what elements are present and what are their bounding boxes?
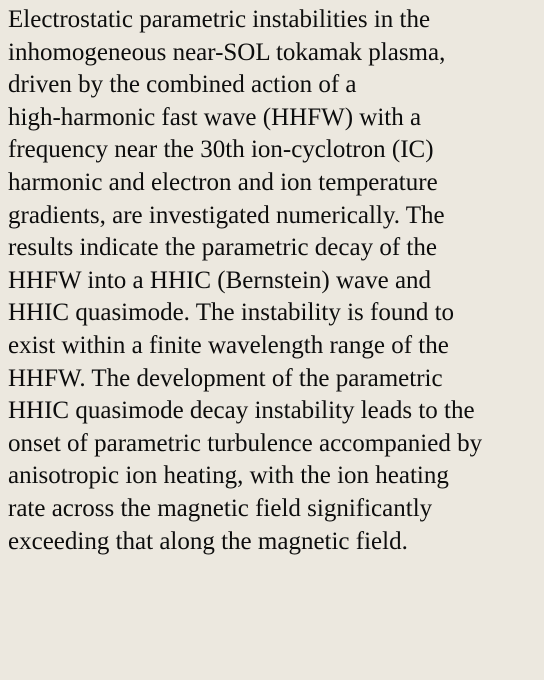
abstract-line-2: inhomogeneous near-SOL tokamak plasma, [8, 38, 446, 66]
abstract-line-15: anisotropic ion heating, with the ion heating [8, 462, 449, 490]
abstract-line-16: rate across the magnetic field significantly [8, 494, 433, 522]
abstract-line-14: onset of parametric turbulence accompanied by [8, 429, 483, 457]
abstract-line-11: exist within a finite wavelength range of the [8, 331, 449, 359]
abstract-line-5: frequency near the 30th ion-cyclotron (IC) [8, 136, 434, 164]
abstract-line-7: gradients, are investigated numerically. The [8, 201, 445, 229]
abstract-line-6: harmonic and electron and ion temperature [8, 168, 438, 196]
abstract-line-10: HHIC quasimode. The instability is found to [8, 299, 455, 327]
abstract-line-12: HHFW. The development of the parametric [8, 364, 443, 392]
abstract-paragraph [8, 4, 536, 558]
abstract-line-9: HHFW into a HHIC (Bernstein) wave and [8, 266, 432, 294]
abstract-line-4: high-harmonic fast wave (HHFW) with a [8, 103, 422, 131]
abstract-line-3: driven by the combined action of a [8, 71, 357, 99]
abstract-line-1: Electrostatic parametric instabilities in the [8, 6, 431, 33]
abstract-line-8: results indicate the parametric decay of the [8, 234, 437, 262]
abstract-line-17: exceeding that along the magnetic field. [8, 527, 408, 555]
abstract-line-13: HHIC quasimode decay instability leads to the [8, 397, 475, 425]
